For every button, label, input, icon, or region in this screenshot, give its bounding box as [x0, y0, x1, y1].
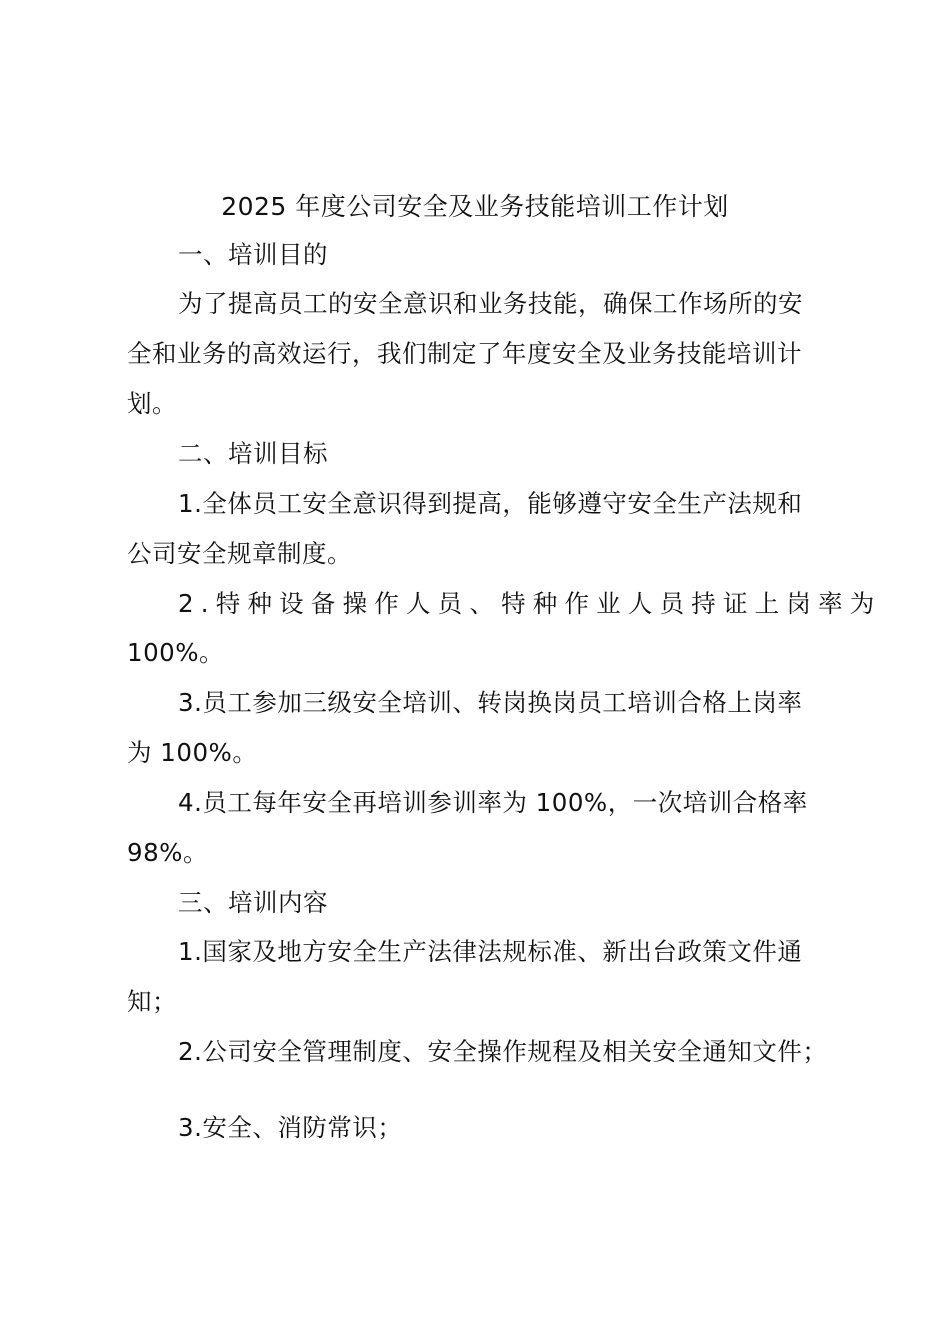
paragraph-line: 划。 [127, 389, 177, 418]
document-title: 2025 年度公司安全及业务技能培训工作计划 [221, 192, 729, 221]
paragraph-line: 公司安全规章制度。 [127, 539, 352, 568]
paragraph-line: 3.员工参加三级安全培训、转岗换岗员工培训合格上岗率 [178, 688, 803, 717]
section-heading-goals: 二、培训目标 [178, 439, 328, 468]
paragraph-line: 100%。 [127, 638, 225, 667]
paragraph-line: 为 100%。 [127, 738, 258, 767]
paragraph-line: 2.特种设备操作人员、特种作业人员持证上岗率为 [178, 589, 882, 618]
paragraph-line: 1.全体员工安全意识得到提高，能够遵守安全生产法规和 [178, 489, 803, 518]
paragraph-line: 2.公司安全管理制度、安全操作规程及相关安全通知文件； [178, 1037, 828, 1066]
paragraph-line: 1.国家及地方安全生产法律法规标准、新出台政策文件通 [178, 937, 803, 966]
paragraph-line: 98%。 [127, 838, 208, 867]
paragraph-line: 全和业务的高效运行，我们制定了年度安全及业务技能培训计 [127, 339, 802, 368]
section-heading-content: 三、培训内容 [178, 888, 328, 917]
paragraph-line: 知； [127, 987, 177, 1016]
section-heading-purpose: 一、培训目的 [178, 240, 328, 269]
paragraph-line: 4.员工每年安全再培训参训率为 100%，一次培训合格率 [178, 788, 808, 817]
paragraph-line: 3.安全、消防常识； [178, 1113, 403, 1142]
paragraph-line: 为了提高员工的安全意识和业务技能，确保工作场所的安 [178, 289, 803, 318]
